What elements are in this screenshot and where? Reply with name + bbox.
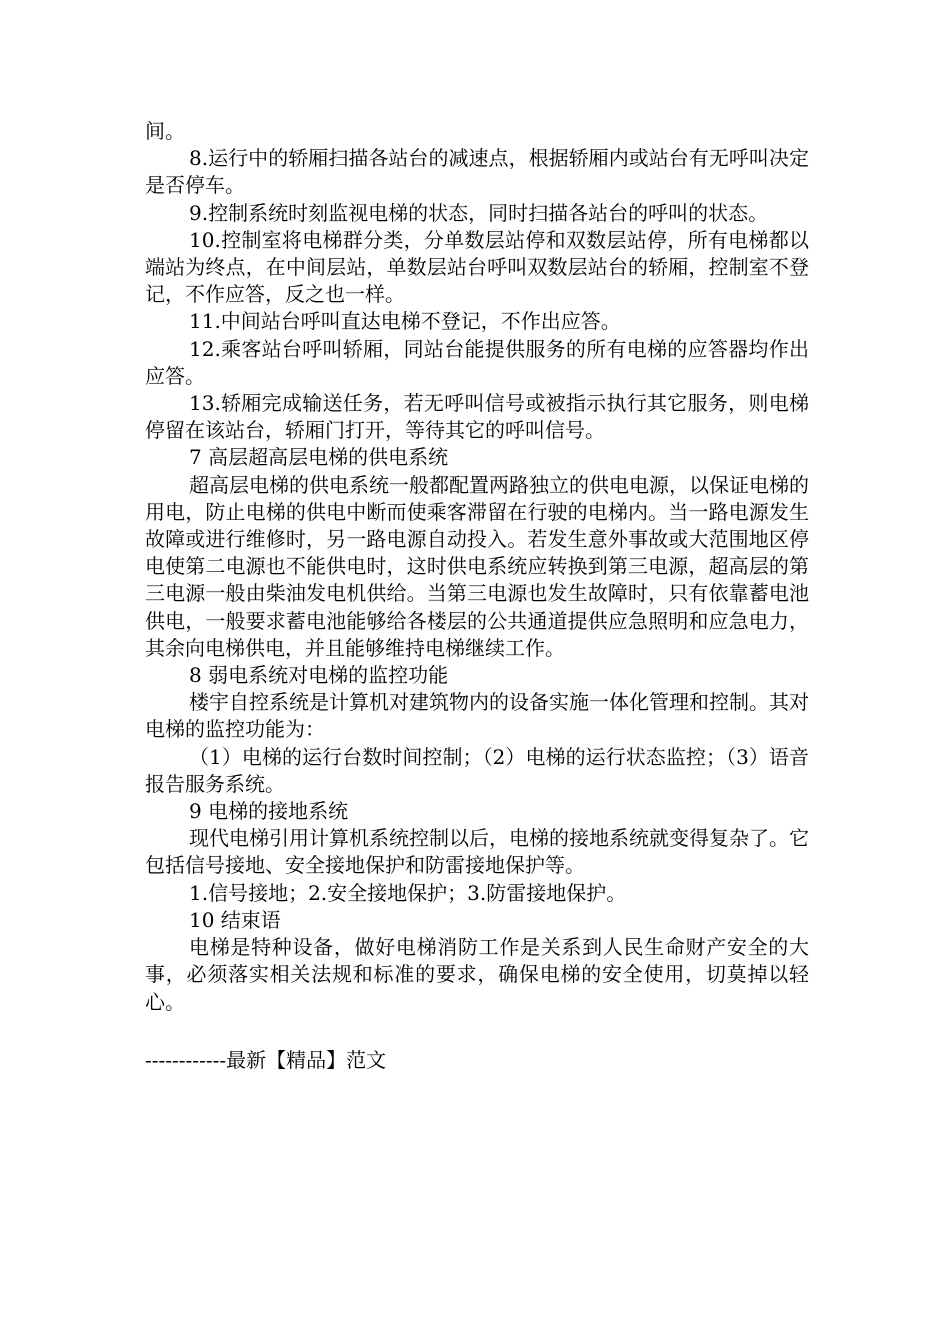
paragraph-monitoring: 楼宇自控系统是计算机对建筑物内的设备实施一体化管理和控制。其对电梯的监控功能为： — [145, 690, 809, 742]
list-item-8: 8.运行中的轿厢扫描各站台的减速点，根据轿厢内或站台有无呼叫决定是否停车。 — [145, 146, 809, 198]
paragraph-monitoring-functions: （1）电梯的运行台数时间控制；（2）电梯的运行状态监控；（3）语音报告服务系统。 — [145, 744, 809, 796]
footer-label: ------------最新【精品】范文 — [145, 1048, 387, 1072]
paragraph-grounding: 现代电梯引用计算机系统控制以后，电梯的接地系统就变得复杂了。它包括信号接地、安全接地保护和防雷接地保护等。 — [145, 826, 809, 878]
paragraph-conclusion: 电梯是特种设备，做好电梯消防工作是关系到人民生命财产安全的大事，必须落实相关法规和标准的要求，确保电梯的安全使用，切莫掉以轻心。 — [145, 935, 809, 1014]
list-item-12: 12.乘客站台呼叫轿厢，同站台能提供服务的所有电梯的应答器均作出应答。 — [145, 336, 809, 388]
list-item-11: 11.中间站台呼叫直达电梯不登记，不作出应答。 — [189, 309, 621, 334]
section-heading-conclusion: 10 结束语 — [189, 907, 281, 932]
list-item-13: 13.轿厢完成输送任务，若无呼叫信号或被指示执行其它服务，则电梯停留在该站台，轿厢门打开，等待其它的呼叫信号。 — [145, 391, 809, 443]
section-heading-monitoring: 8 弱电系统对电梯的监控功能 — [189, 663, 449, 688]
list-item-grounding-types: 1.信号接地；2.安全接地保护；3.防雷接地保护。 — [189, 880, 627, 905]
section-heading-grounding: 9 电梯的接地系统 — [189, 799, 349, 824]
paragraph-power-supply: 超高层电梯的供电系统一般都配置两路独立的供电电源，以保证电梯的用电，防止电梯的供电中断而使乘客滞留在行驶的电梯内。当一路电源发生故障或进行维修时，另一路电源自动投入。若发生意外事故或大范围地区停电使第二电源也不能供电时，这时供电系统应转换到第三电源，超高层的第三电源一般由柴油发电机供给。当第三电源也发生故障时，只有依靠蓄电池供电，一般要求蓄电池能够给各楼层的公共通道提供应急照明和应急电力，其余向电梯供电，并且能够维持电梯继续工作。 — [145, 472, 809, 660]
list-item-10: 10.控制室将电梯群分类，分单数层站停和双数层站停，所有电梯都以端站为终点，在中间层站，单数层站台呼叫双数层站台的轿厢，控制室不登记，不作应答，反之也一样。 — [145, 227, 809, 307]
paragraph-continuation: 间。 — [145, 119, 185, 143]
list-item-9: 9.控制系统时刻监视电梯的状态，同时扫描各站台的呼叫的状态。 — [189, 200, 769, 225]
document-body — [145, 118, 809, 1016]
section-heading-power-supply: 7 高层超高层电梯的供电系统 — [189, 445, 449, 470]
